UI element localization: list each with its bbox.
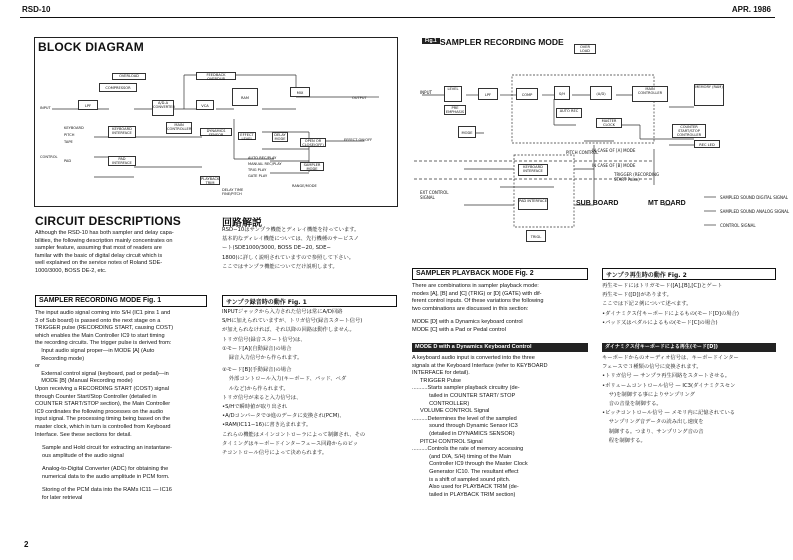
jp-rec-line: ②モード[B](手動録音)の場合	[222, 367, 292, 374]
jp-md-line: キーボードからのオーディオ信号は、キーボードインター	[602, 355, 739, 361]
bd-mix-block: MIX	[290, 87, 310, 97]
bd-delay-time-label: DELAY TIME FINE/PITCH	[222, 188, 244, 196]
jp-md-line: •ピッチコントロール信号 — メモリ内に記憶されている	[602, 410, 736, 417]
circuit-intro	[35, 230, 207, 276]
bd-auto-rec-label: AUTO REC/PLAY	[248, 156, 277, 160]
rec-line: master clock, which in turn is controlled from Keyboard	[35, 423, 171, 430]
rec-line: TRIGGER pulse (RECORDING START, causing COST)	[35, 325, 174, 332]
intro-line: Although the RSD-10 has both sampler and delay capa-	[35, 230, 174, 236]
rec-p3-line: numerical data to the audio amplitude in PCM form.	[42, 473, 170, 480]
md-line: A keyboard audio input is converted into the three	[412, 355, 535, 361]
jp-mode-d-title: ダイナミクス付キーボードによる再生(モード[D])	[602, 343, 776, 352]
rec-trigger-label: TRIGGER (RECORDING START Pulse)	[614, 172, 660, 182]
pb-mode-item: MODE [C] with a Pad or Pedal control	[412, 326, 506, 333]
pitch-line: tailed in PLAYBACK TRIM section)	[412, 491, 516, 498]
volume-line: ..........Determines the level of the sampled	[412, 415, 517, 422]
md-line: INTERFACE for detail).	[412, 370, 470, 377]
bd-ram-block: RAM	[232, 88, 258, 106]
date-label: APR. 1986	[731, 5, 771, 14]
bd-keyboard-label: KEYBOARD	[64, 126, 84, 130]
jp-rec-line: トリガ信号(録音スタート信号)は、	[222, 336, 306, 343]
jp-intro-line: 1800)に詳しく説明されていますので参照して下さい。	[222, 254, 355, 261]
playback-body	[412, 283, 588, 335]
jp-pb-line: •ダイナミクス付キーボードによるもの(モード[D]の場合)	[602, 310, 739, 317]
bd-overload-block: OVERLOAD	[112, 73, 146, 80]
jp-rec-line: ①モード[A](自動録音)の場合	[222, 345, 292, 352]
rec-line: Input audio signal proper—in MODE [A] (Auto	[35, 347, 155, 354]
jp-md-line: サンプリング音データの読み出し速度を	[602, 419, 704, 426]
jp-md-line: 程を制御する。	[602, 437, 646, 444]
rec-legend-control: CONTROL SIGNAL	[720, 223, 756, 228]
jp-intro-line: RSD−10はサンプラ機能とディレイ機能を持っています。	[222, 227, 360, 233]
rec-line: which enables the Main Controller IC9 to start timing	[35, 332, 165, 339]
jp-rec-line: トリガ信号が来ると入力信号は、	[222, 394, 302, 401]
rec-sub-board-label: SUB BOARD	[576, 200, 619, 207]
bd-pad-interface-block: PAD INTERFACE	[108, 156, 136, 166]
bd-control-label: CONTROL	[40, 155, 58, 159]
jp-rec-line: INPUTジャックから入力された信号は常にA/D回路	[222, 309, 343, 315]
bd-main-controller-block: MAIN CONTROLLER	[166, 122, 192, 134]
bd-pitch-label: PITCH	[64, 133, 75, 137]
rec-trig-block: TRIGL	[526, 230, 546, 242]
bd-feedback-block: FEEDBACK OVERDUB	[196, 72, 236, 80]
trigger-pulse-heading: TRIGGER Pulse	[420, 377, 462, 384]
pitch-line: Controller IC9 through the Master Clock	[412, 461, 528, 468]
pitch-line: is a shift of sampled sound pitch.	[412, 476, 511, 483]
bd-effect-level-block: EFFECT LEVEL	[238, 132, 256, 140]
rec-line: the recording circuits. The trigger pulse is derived from:	[35, 340, 172, 347]
rec-line: Interface. See these sections for detail.	[35, 431, 132, 438]
model-label: RSD-10	[22, 5, 51, 14]
pitch-line: (and D/A, S/H) timing of the Main	[412, 453, 512, 460]
rec-mt-board-label: MT BOARD	[648, 200, 686, 207]
rec-memory-block: MEMORY (RAM)	[694, 84, 724, 106]
rec-lpf-block: LPF	[478, 88, 498, 100]
rec-counter-block: COUNTER START/STOP CONTROLLER	[672, 124, 706, 138]
rec-line: through Counter Start/Stop Controller (detailed in	[35, 393, 157, 400]
rec-sh-block: S/H	[554, 86, 570, 100]
rec-line: or	[35, 363, 40, 370]
pitch-line: Also used for PLAYBACK TRIM (de-	[412, 484, 519, 491]
rec-line: External control signal (keyboard, pad or pedal)—in	[35, 370, 169, 377]
jp-md-line: フェースで３種類の信号に変換されます。	[602, 364, 702, 371]
rec-ext-control-label: EXT CONTROL SIGNAL	[420, 190, 449, 200]
pb-line: There are combinations in sampler playback mode:	[412, 283, 539, 289]
rec-line: 3 of Sub board) is passed onto the next stage on a	[35, 317, 161, 324]
rec-mode-section-title: SAMPLER RECORDING MODE Fig. 1	[35, 295, 207, 307]
rec-p2-line: ous amplitude of the audio signal	[42, 452, 124, 459]
jp-rec-line: •A/Dコンバータで③進のデータに変換され(PCM)、	[222, 413, 345, 420]
rec-preemphasis-block: PRE EMPHASIS	[445, 106, 465, 114]
jp-intro-line: 基本的なディレイ機能については、先行機種のサービスノ	[222, 236, 359, 243]
bd-keyboard-interface-block: KEYBOARD INTERFACE	[108, 126, 136, 138]
jp-rec-body	[222, 308, 397, 458]
trigger-line: ..........Starts sampler playback circuitry (de-	[412, 385, 520, 392]
bd-tape-label: TAPE	[64, 140, 73, 144]
jp-rec-line: 外部コントロール入力(キーボード、パッド、ペダ	[222, 376, 347, 383]
rec-auto-rec-block: AUTO REC	[556, 108, 582, 118]
rec-mode-body	[35, 310, 207, 503]
bd-trig-play-label: TRIG PLAY	[248, 168, 267, 172]
jp-rec-line: これらの機能はメインコントローラによって制御され、その	[222, 431, 366, 438]
rec-input-label: INPUT	[420, 90, 432, 95]
jp-rec-line: •S/Hで瞬時値が取り出され	[222, 404, 288, 411]
intro-line: well explained on the service notes of Roland SDE-	[35, 260, 163, 267]
rec-overload-block: OVER LOAD	[574, 44, 596, 54]
jp-mode-d-body	[602, 354, 776, 446]
header-rule	[20, 17, 775, 18]
rec-level-block: LEVEL	[444, 86, 462, 102]
rec-ad-block: (A/D)	[590, 86, 612, 100]
pb-mode-item: MODE [D] with a Dynamics keyboard control	[412, 319, 523, 326]
volume-line: (detailed in DYNAMICS SENSOR)	[412, 430, 515, 437]
rec-line: COUNTER START/STOP section), the Main Controller	[35, 401, 171, 408]
volume-heading: VOLUME CONTROL Signal	[420, 408, 490, 415]
jp-rec-line: 録音入力信号から作られます。	[222, 355, 303, 362]
rec-main-controller-block: MAIN CONTROLLER	[632, 86, 668, 102]
jp-rec-line: が加えられなければ、それ以降の回路は動作しません。	[222, 327, 355, 334]
bd-open-close-block: OPEN OR CLOSE(OFF)	[300, 138, 326, 147]
bd-playback-trim-block: PLAYBACK TRIM	[201, 177, 220, 185]
intro-line: bilities, the following description mainly concentrates on	[35, 237, 173, 244]
jp-circuit-title: 回路解説	[222, 218, 262, 229]
rec-line: input signal. The processing timing being based on the	[35, 416, 171, 423]
page-number: 2	[24, 540, 29, 549]
bd-lpf-block: LPF	[78, 100, 98, 110]
jp-pb-line: ここでは下記２例について述べます。	[602, 301, 692, 308]
playback-section-title: SAMPLER PLAYBACK MODE Fig. 2	[412, 268, 588, 280]
jp-md-line: サ)を制御する事によりサンプリング	[602, 391, 695, 398]
bd-ad-block: A/D-A CONVERTER	[152, 100, 174, 116]
mode-d-body	[412, 355, 588, 499]
bd-range-mode-label: RANGE/MODE	[292, 184, 317, 188]
jp-pb-line: 再生モード([D])があります。	[602, 292, 672, 299]
rec-comp-block: COMP	[516, 88, 538, 100]
rec-keyboard-interface-block: KEYBOARD INTERFACE	[518, 164, 548, 176]
rec-legend-digital: SAMPLED SOUND DIGITAL SIGNAL	[720, 195, 788, 200]
rec-p4-line: Storing of the PCM data into the RAMs IC11 — IC16	[42, 487, 172, 494]
pb-line: two combinations are discussed in this section:	[412, 305, 529, 312]
pitch-line: ..........Controls the rate of memory accessing	[412, 446, 524, 453]
rec-master-clock-block: MASTER CLOCK	[596, 118, 622, 128]
trigger-line: CONTROLLER)	[412, 400, 470, 407]
rec-mode-block: MODE	[458, 126, 476, 138]
jp-playback-section-title: サンプラ再生時の動作 Fig. 2	[602, 268, 776, 280]
rec-pad-interface-block: PAD INTERFACE	[518, 198, 548, 210]
rec-legend-analog: SAMPLED SOUND ANALOG SIGNAL	[720, 209, 790, 214]
jp-intro	[222, 226, 397, 272]
bd-output-label: OUTPUT	[352, 96, 367, 100]
pb-line: modes [A], [B] and [C] (TRIG) or [D] (GATE) with dif-	[412, 290, 542, 297]
jp-rec-line: S/Hに加えられていますが、トリガ信号(録音スタート信号)	[222, 318, 363, 325]
rec-pitch-control-label: PITCH CONTROL	[566, 150, 599, 155]
bd-compressor-block: COMPRESSOR	[99, 83, 137, 92]
mode-d-title: MODE D with a Dynamics Keyboard Control	[412, 343, 588, 352]
trigger-line: tailed in COUNTER START/ STOP	[412, 392, 516, 399]
rec-line: MODE [B] (Manual Recording mode)	[35, 378, 133, 385]
bd-gate-play-label: GATE PLAY	[248, 174, 268, 178]
bd-pad-label: PAD	[64, 159, 72, 163]
jp-rec-section-title: サンプラ録音時の動作 Fig. 1	[222, 295, 397, 307]
jp-md-line: •トリガ信号 — サンプラ再生回路をスタートさせる。	[602, 373, 731, 380]
rec-b-mode-label: IN CASE OF [B] MODE	[592, 163, 636, 168]
rec-p4-line: for later retrieval	[42, 495, 83, 502]
volume-line: sound through Dynamic Sensor IC3	[412, 423, 518, 430]
rec-line: IC9 cordinates the following processes on the audio	[35, 408, 164, 415]
jp-rec-line: チコントロール信号によって決められます。	[222, 450, 328, 457]
jp-rec-line: •RAM(IC11−16)に書き込まれます。	[222, 422, 312, 429]
jp-rec-line: ルなど)から作られます。	[222, 385, 289, 392]
block-diagram-title: BLOCK DIAGRAM	[38, 40, 144, 54]
jp-md-line: 音の音量を制御する。	[602, 401, 662, 408]
pb-line: ferent control inputs. Of these variations the following	[412, 298, 544, 305]
jp-rec-line: タイミングはキーボードインターフェース回路からのピッ	[222, 440, 359, 447]
pitch-line: Generator IC10. The resultant effect	[412, 468, 519, 475]
bd-dynamics-sensor-block: DYNAMICS SENSOR	[200, 128, 232, 136]
intro-line: familar with the basic of digital delay circuit which is	[35, 252, 163, 259]
rec-diagram-title: SAMPLER RECORDING MODE	[440, 37, 564, 47]
rec-a-mode-label: IN CASE OF [A] MODE	[592, 148, 636, 153]
intro-line: sampler feature, assuming that most of readers are	[35, 245, 162, 252]
md-line: signals at the Keyboard Interface (refer to KEYBOARD	[412, 362, 548, 369]
bd-input-label: INPUT	[40, 106, 51, 110]
intro-line: 1000/3000, BOSS DE-2, etc.	[35, 267, 107, 274]
rec-p3-line: Analog-to-Digital Converter (ADC) for obtaining the	[42, 466, 169, 473]
bd-effect-onoff-label: EFFECT ON/OFF	[344, 138, 373, 142]
bd-vca-block: VCA	[196, 100, 214, 110]
rec-p2-line: Sample and Hold circuit for extracting an instantane-	[42, 445, 172, 452]
bd-manual-rec-label: MANUAL REC/PLAY	[248, 162, 282, 166]
jp-intro-line: ここではサンプラ機能についてだけ説明します。	[222, 263, 338, 270]
rec-led-block: REC LED	[694, 140, 720, 148]
bd-sampler-mode-block: SAMPLER MODE	[300, 162, 324, 171]
jp-md-line: •ボリュームコントロール信号 — IC3(ダイナミクスセン	[602, 382, 736, 389]
rec-line: The input audio signal coming into S/H (IC1 pins 1 and	[35, 310, 171, 316]
circuit-title: CIRCUIT DESCRIPTIONS	[35, 214, 182, 228]
jp-pb-line: •パッド又はペダルによるもの(モード[C]の場合)	[602, 319, 718, 326]
pitch-heading: PITCH CONTROL Signal	[420, 438, 483, 445]
bd-delay-mode-block: DELAY MODE	[272, 132, 288, 142]
jp-pb-line: 再生モードにはトリガモード([A],[B],[C])とゲート	[602, 283, 723, 289]
rec-fig-tag: Fig.1	[422, 38, 440, 44]
jp-md-line: 制御する。つまり、サンプリング音の音	[602, 428, 704, 435]
jp-playback-body	[602, 282, 776, 328]
jp-intro-line: ート(SDE1000/3000, BOSS DE−20, SDE−	[222, 245, 331, 252]
rec-line: Upon receiving a RECORDING START (COST) signal	[35, 385, 169, 392]
rec-line: Recording mode)	[35, 355, 85, 362]
